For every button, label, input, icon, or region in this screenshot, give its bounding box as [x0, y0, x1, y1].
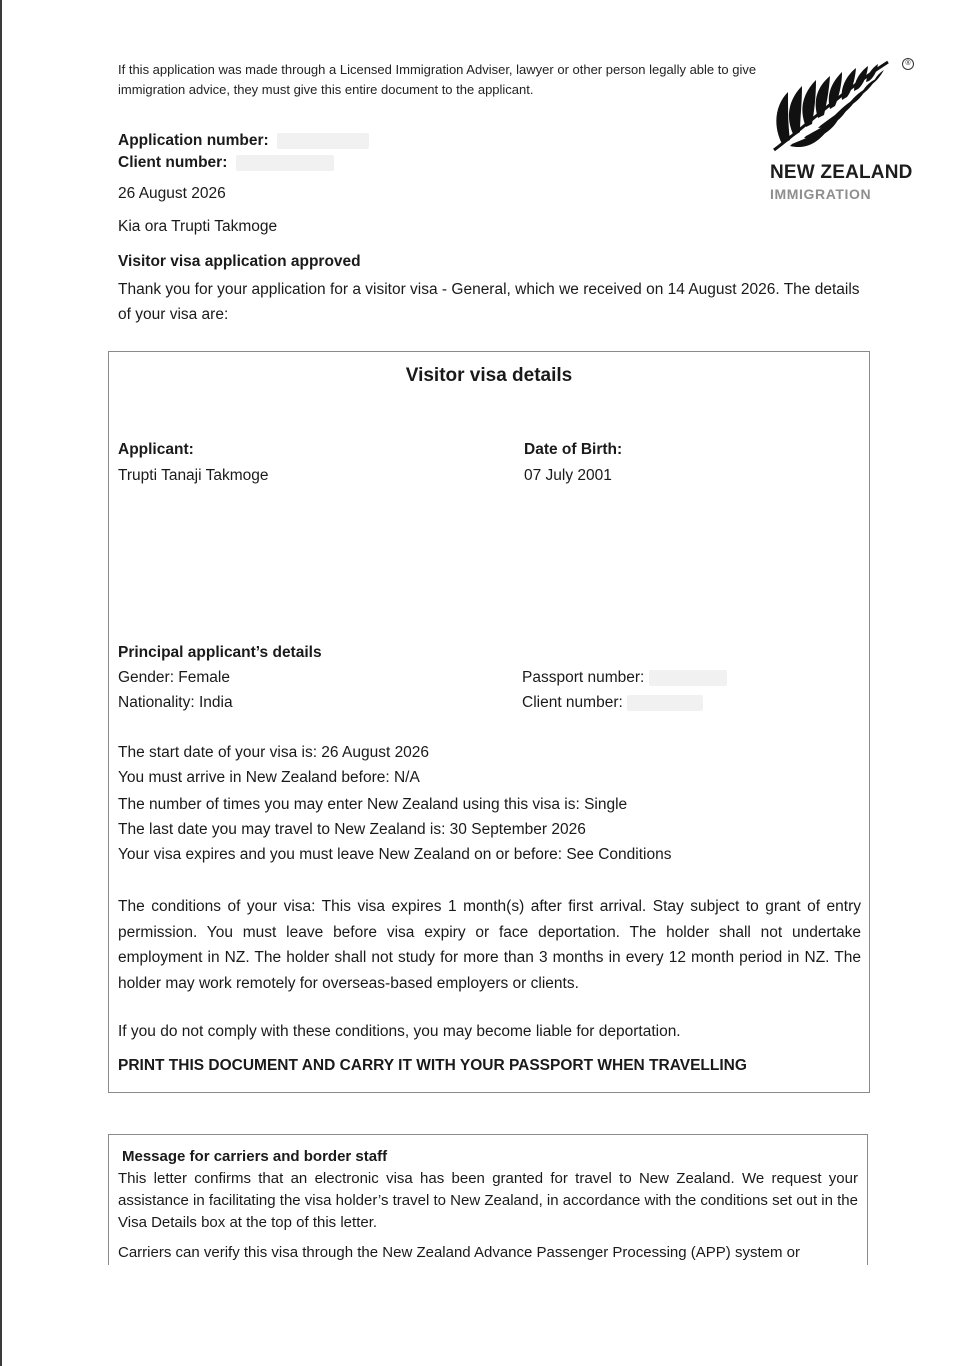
carriers-text-2: Carriers can verify this visa through the New Zealand Advance Passenger Processing (APP) system or: [118, 1244, 800, 1261]
principal-client-number-label: Client number:: [522, 694, 623, 711]
visa-conditions: The conditions of your visa: This visa expires 1 month(s) after first arrival. Stay subject to grant of entry permission. You must leave before visa expiry or face deportation. The holder shall not undertake employment in NZ. The holder shall not study for more than 3 months in every 12 month period in NZ. The holder may work remotely for overseas-based employers or clients.: [118, 898, 861, 992]
principal-heading: Principal applicant’s details: [118, 644, 322, 661]
client-number-label: Client number:: [118, 154, 228, 171]
print-notice: PRINT THIS DOCUMENT AND CARRY IT WITH YOUR PASSPORT WHEN TRAVELLING: [118, 1057, 747, 1074]
page-left-edge: [0, 0, 2, 1366]
application-number-label: Application number:: [118, 132, 269, 149]
client-number-redacted: [236, 155, 334, 171]
visa-details-title: Visitor visa details: [405, 365, 573, 386]
passport-number-redacted: [649, 670, 727, 686]
approval-text: Thank you for your application for a visitor visa - General, which we received on 14 August 2026. The details of your visa are:: [118, 281, 860, 323]
silver-fern-icon: [766, 54, 916, 162]
carriers-text-1: This letter confirms that an electronic visa has been granted for travel to New Zealand. We request your assistance in facilitating the visa holder’s travel to New Zealand, in accordance with the conditions set out in the Visa Details box at the top of this letter.: [118, 1170, 858, 1231]
visa-start-date: The start date of your visa is: 26 August 2026: [118, 744, 430, 761]
nationality: Nationality: India: [118, 694, 233, 711]
applicant-name: Trupti Tanaji Takmoge: [118, 467, 269, 484]
passport-number-label: Passport number:: [522, 669, 645, 686]
arrive-before: You must arrive in New Zealand before: N/A: [118, 769, 420, 786]
principal-client-number-redacted: [627, 695, 703, 711]
carriers-heading: Message for carriers and border staff: [122, 1148, 388, 1165]
gender: Gender: Female: [118, 669, 230, 686]
dob-label: Date of Birth:: [524, 441, 623, 458]
nz-immigration-logo: [766, 54, 916, 204]
entries-allowed: The number of times you may enter New Zealand using this visa is: Single: [118, 796, 628, 813]
comply-warning: If you do not comply with these conditions, you may become liable for deportation.: [118, 1023, 681, 1040]
letter-date: 26 August 2026: [118, 185, 226, 202]
visa-expiry: Your visa expires and you must leave New Zealand on or before: See Conditions: [118, 846, 672, 863]
logo-text-immigration: IMMIGRATION: [770, 186, 872, 202]
application-number-row: [118, 131, 369, 151]
application-number-redacted: [277, 133, 369, 149]
adviser-notice: If this application was made through a Licensed Immigration Adviser, lawyer or other person legally able to give immigration advice, they must give this entire document to the applicant.: [118, 62, 757, 97]
greeting: Kia ora Trupti Takmoge: [118, 218, 278, 235]
applicant-label: Applicant:: [118, 441, 194, 458]
approval-heading: Visitor visa application approved: [118, 253, 361, 270]
registered-mark-icon: ®: [902, 58, 914, 70]
passport-number-row: [522, 668, 727, 688]
principal-client-number-row: [522, 693, 703, 713]
last-travel-date: The last date you may travel to New Zealand is: 30 September 2026: [118, 821, 586, 838]
client-number-row: [118, 153, 334, 173]
logo-text-new-zealand: NEW ZEALAND: [770, 162, 913, 183]
dob-value: 07 July 2001: [524, 467, 612, 484]
